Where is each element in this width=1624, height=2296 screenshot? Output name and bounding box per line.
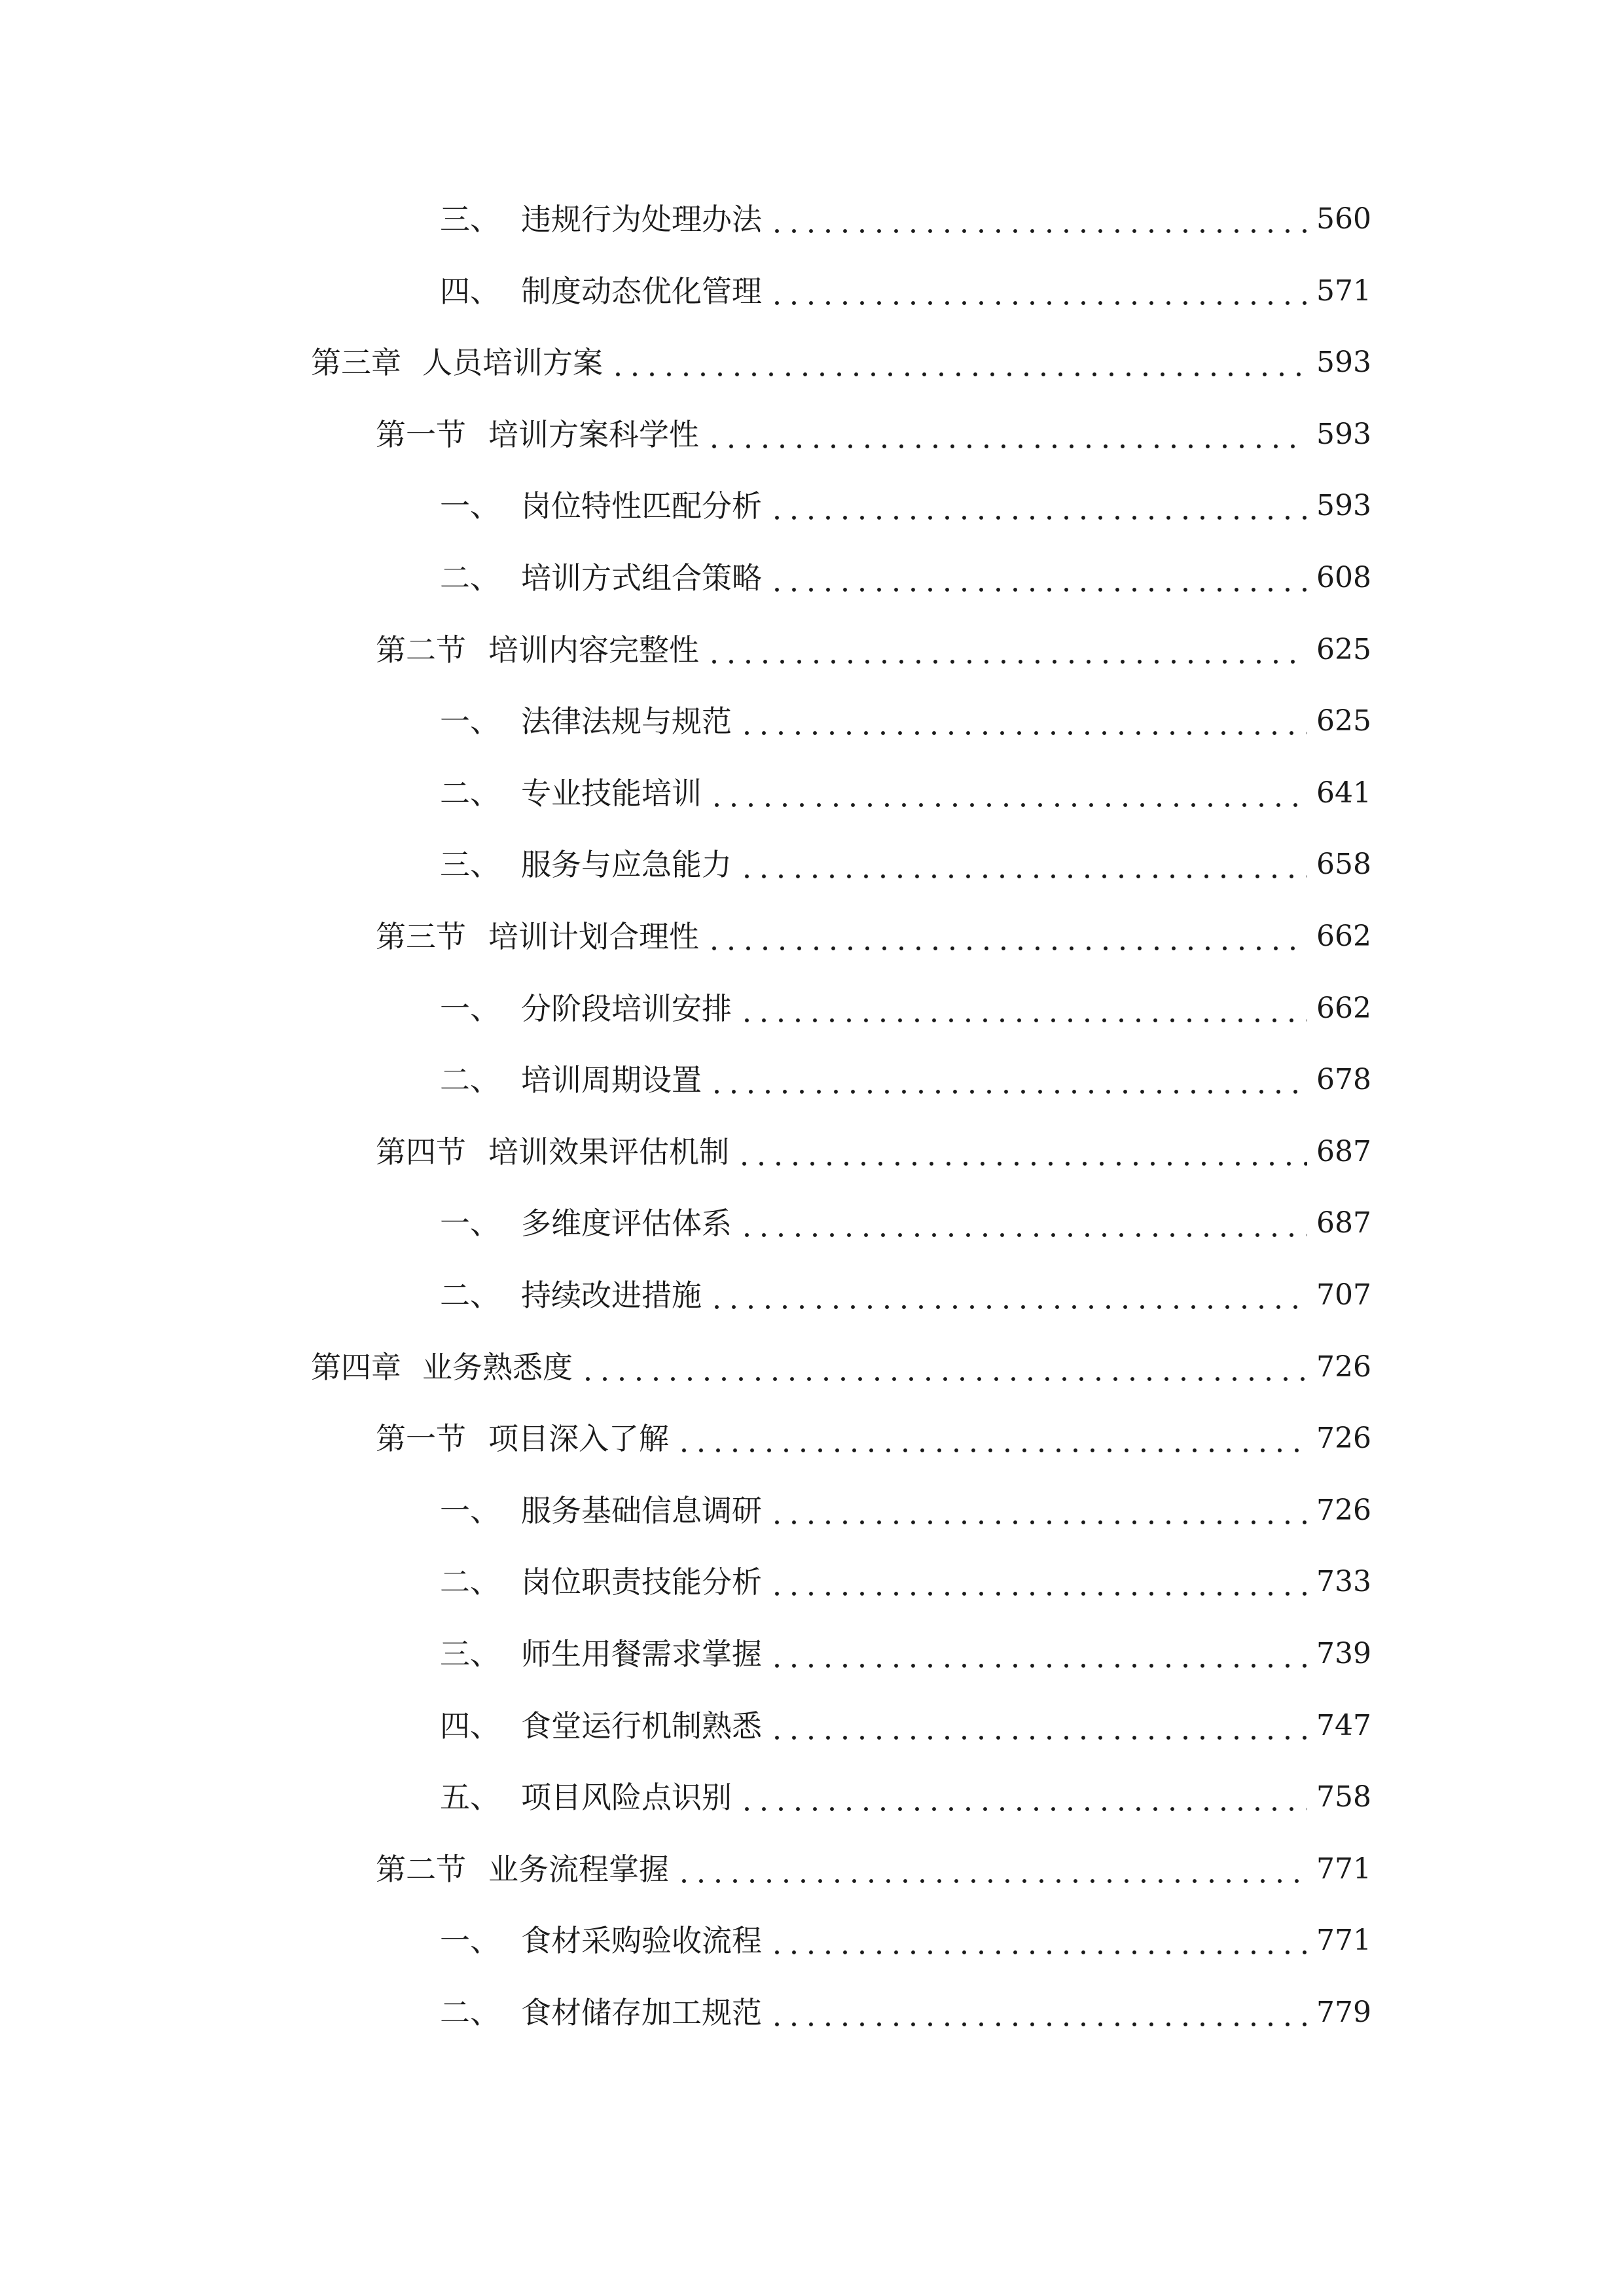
toc-entry-title: 师生用餐需求掌握 [521, 1636, 762, 1672]
toc-entry[interactable] [440, 1700, 1371, 1752]
toc-entry-page-number: 687 [1316, 1206, 1371, 1240]
toc-entry-number: 一、 [440, 1492, 500, 1528]
toc-entry-page-number: 733 [1316, 1565, 1371, 1599]
toc-dot-leader [768, 1986, 1307, 2039]
toc-entry-number: 二、 [440, 775, 500, 811]
toc-entry[interactable] [440, 193, 1371, 245]
toc-entry[interactable] [376, 910, 1371, 963]
toc-dot-leader [708, 1269, 1307, 1321]
toc-entry-number: 第三节 [376, 919, 466, 954]
toc-entry-number: 一、 [440, 488, 500, 524]
toc-entry[interactable] [376, 1843, 1371, 1895]
toc-dot-leader [738, 1197, 1307, 1249]
toc-entry-page-number: 593 [1316, 346, 1371, 380]
toc-dot-leader [768, 265, 1307, 317]
toc-entry[interactable] [376, 1126, 1371, 1178]
toc-entry-page-number: 571 [1316, 274, 1371, 308]
toc-entry-number: 第四章 [311, 1349, 401, 1385]
toc-dot-leader [706, 910, 1307, 963]
toc-entry-title: 项目深入了解 [488, 1421, 669, 1457]
toc-entry[interactable] [440, 767, 1371, 819]
toc-entry[interactable] [440, 1054, 1371, 1106]
toc-entry-page-number: 560 [1316, 202, 1371, 236]
toc-dot-leader [676, 1412, 1307, 1465]
toc-entry-number: 第四节 [376, 1134, 466, 1170]
toc-entry-title: 培训计划合理性 [488, 919, 699, 954]
toc-dot-leader [768, 480, 1307, 532]
toc-entry[interactable] [440, 1771, 1371, 1823]
toc-entry-page-number: 726 [1316, 1350, 1371, 1384]
toc-entry-title: 违规行为处理办法 [521, 202, 762, 237]
toc-entry-number: 四、 [440, 273, 500, 309]
toc-entry[interactable] [440, 1484, 1371, 1537]
toc-entry-page-number: 593 [1316, 417, 1371, 451]
toc-entry[interactable] [440, 1556, 1371, 1608]
toc-entry-page-number: 662 [1316, 991, 1371, 1025]
toc-entry-number: 第一节 [376, 416, 466, 452]
toc-entry-title: 培训周期设置 [521, 1062, 702, 1098]
toc-dot-leader [738, 982, 1307, 1035]
toc-entry[interactable] [311, 336, 1371, 389]
toc-entry-title: 人员培训方案 [422, 345, 603, 381]
toc-entry-number: 三、 [440, 847, 500, 883]
toc-entry-page-number: 758 [1316, 1780, 1371, 1814]
toc-entry-number: 二、 [440, 560, 500, 596]
toc-entry[interactable] [440, 265, 1371, 317]
toc-entry-page-number: 678 [1316, 1063, 1371, 1097]
toc-entry-page-number: 608 [1316, 561, 1371, 594]
toc-entry-number: 一、 [440, 704, 500, 740]
toc-entry-title: 食材储存加工规范 [521, 1995, 762, 2030]
toc-dot-leader [738, 1771, 1307, 1823]
toc-entry-number: 第一节 [376, 1421, 466, 1457]
toc-entry[interactable] [376, 408, 1371, 461]
toc-dot-leader [768, 552, 1307, 604]
toc-entry-number: 第二节 [376, 1851, 466, 1887]
toc-entry-title: 业务熟悉度 [422, 1349, 573, 1385]
toc-entry-page-number: 687 [1316, 1134, 1371, 1168]
toc-entry-number: 三、 [440, 202, 500, 237]
toc-entry[interactable] [440, 552, 1371, 604]
toc-entry-page-number: 747 [1316, 1708, 1371, 1742]
toc-entry-page-number: 771 [1316, 1852, 1371, 1886]
toc-entry[interactable] [311, 1341, 1371, 1393]
toc-entry-title: 食堂运行机制熟悉 [521, 1708, 762, 1744]
toc-entry[interactable] [440, 480, 1371, 532]
toc-entry-page-number: 662 [1316, 920, 1371, 953]
toc-entry[interactable] [440, 1269, 1371, 1321]
toc-entry[interactable] [440, 695, 1371, 747]
toc-entry-title: 食材采购验收流程 [521, 1923, 762, 1959]
toc-entry-number: 第三章 [311, 345, 401, 381]
toc-dot-leader [768, 1484, 1307, 1537]
toc-entry-title: 服务基础信息调研 [521, 1492, 762, 1528]
toc-entry-page-number: 641 [1316, 776, 1371, 810]
toc-dot-leader [706, 624, 1307, 676]
toc-entry[interactable] [440, 1914, 1371, 1967]
toc-entry-title: 多维度评估体系 [521, 1206, 732, 1242]
toc-entry-page-number: 771 [1316, 1924, 1371, 1958]
toc-entry-page-number: 739 [1316, 1637, 1371, 1670]
toc-dot-leader [768, 1628, 1307, 1680]
toc-entry[interactable] [376, 1412, 1371, 1465]
toc-entry-page-number: 625 [1316, 704, 1371, 738]
toc-entry-title: 业务流程掌握 [488, 1851, 669, 1887]
toc-dot-leader [768, 1914, 1307, 1967]
toc-entry-title: 法律法规与规范 [521, 704, 732, 740]
toc-entry-number: 二、 [440, 1995, 500, 2030]
toc-entry-title: 培训效果评估机制 [488, 1134, 729, 1170]
toc-entry-number: 四、 [440, 1708, 500, 1744]
toc-entry[interactable] [440, 838, 1371, 891]
toc-entry[interactable] [440, 1986, 1371, 2039]
toc-entry-page-number: 593 [1316, 489, 1371, 523]
toc-dot-leader [609, 336, 1307, 389]
toc-entry-title: 制度动态优化管理 [521, 273, 762, 309]
toc-entry[interactable] [440, 1628, 1371, 1680]
toc-entry-page-number: 726 [1316, 1493, 1371, 1527]
toc-dot-leader [676, 1843, 1307, 1895]
toc-dot-leader [768, 193, 1307, 245]
toc-dot-leader [768, 1556, 1307, 1608]
toc-entry-number: 一、 [440, 1206, 500, 1242]
toc-entry-title: 培训方式组合策略 [521, 560, 762, 596]
toc-entry-title: 分阶段培训安排 [521, 990, 732, 1026]
toc-entry-page-number: 779 [1316, 1996, 1371, 2029]
toc-entry-title: 项目风险点识别 [521, 1780, 732, 1816]
toc-entry-title: 培训内容完整性 [488, 632, 699, 668]
toc-dot-leader [736, 1126, 1307, 1178]
toc-dot-leader [708, 767, 1307, 819]
toc-entry-number: 第二节 [376, 632, 466, 668]
toc-entry-title: 专业技能培训 [521, 775, 702, 811]
toc-entry-number: 五、 [440, 1780, 500, 1816]
toc-entry-number: 二、 [440, 1564, 500, 1600]
toc-entry-page-number: 726 [1316, 1422, 1371, 1456]
toc-entry-number: 二、 [440, 1062, 500, 1098]
toc-entry-number: 一、 [440, 1923, 500, 1959]
toc-entry-page-number: 625 [1316, 632, 1371, 666]
toc-entry[interactable] [440, 1197, 1371, 1249]
toc-dot-leader [708, 1054, 1307, 1106]
toc-dot-leader [738, 838, 1307, 891]
toc-entry-title: 服务与应急能力 [521, 847, 732, 883]
toc-entry-title: 培训方案科学性 [488, 416, 699, 452]
toc-dot-leader [738, 695, 1307, 747]
toc-entry-number: 三、 [440, 1636, 500, 1672]
toc-dot-leader [579, 1341, 1307, 1393]
toc-entry-page-number: 707 [1316, 1278, 1371, 1312]
toc-dot-leader [768, 1700, 1307, 1752]
toc-entry[interactable] [376, 624, 1371, 676]
toc-entry[interactable] [440, 982, 1371, 1035]
toc-entry-number: 一、 [440, 990, 500, 1026]
toc-entry-title: 岗位特性匹配分析 [521, 488, 762, 524]
toc-dot-leader [706, 408, 1307, 461]
toc-entry-page-number: 658 [1316, 848, 1371, 882]
toc-entry-number: 二、 [440, 1278, 500, 1313]
toc-entry-title: 岗位职责技能分析 [521, 1564, 762, 1600]
toc-entry-title: 持续改进措施 [521, 1278, 702, 1313]
